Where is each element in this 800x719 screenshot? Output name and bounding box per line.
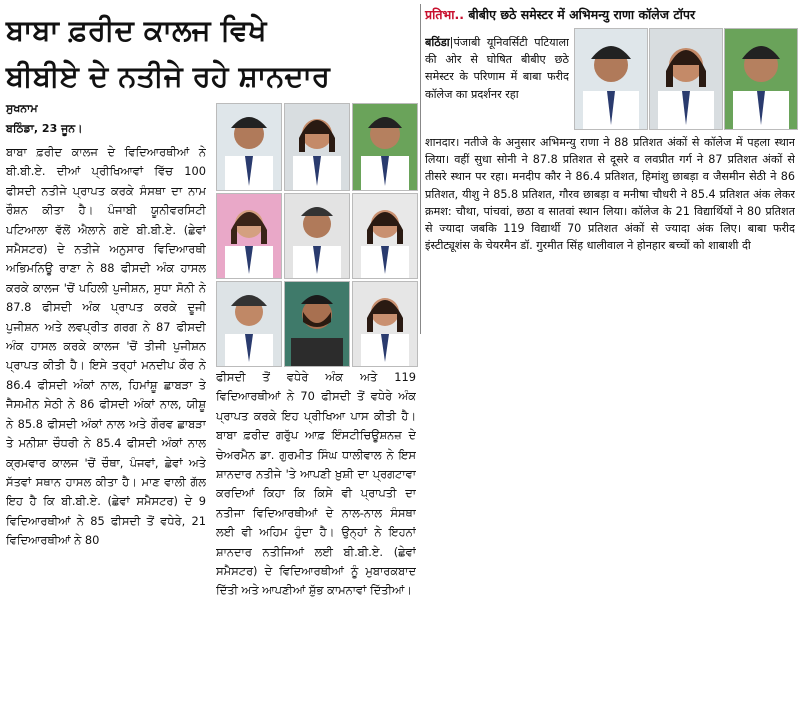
column-1-text: ਬਾਬਾ ਫ਼ਰੀਦ ਕਾਲਜ ਦੇ ਵਿਦਿਆਰਥੀਆਂ ਨੇ ਬੀ.ਬੀ.ਏ. ਦੀਆਂ ਪ੍ਰੀਖਿਆਵਾਂ ਵਿੱਚ 100 ਫੀਸਦੀ ਨਤੀਜੇ ਪ੍ਰਾਪਤ ਕਰਕੇ ਸੰਸਥਾ ਦਾ ਨਾਮ ਰੌਸ਼ਨ ਕੀਤਾ ਹੈ। ਪੰਜਾਬੀ ਯੂਨੀਵਰਸਿਟੀ ਪਟਿਆਲਾ ਵੱਲੋਂ ਐਲਾਨੇ ਗਏ ਬੀ.ਬੀ.ਏ. (ਛੇਵਾਂ ਸਮੈਸਟਰ) ਦੇ ਨਤੀਜੇ ਅਨੁਸਾਰ ਵਿਦਿਆਰਥੀ ਅਭਿਮਨਿਊ ਰਾਣਾ ਨੇ 88 ਫੀਸਦੀ ਅੰਕ ਹਾਸਲ ਕਰਕੇ ਕਾਲਜ 'ਚੋਂ ਪਹਿਲੀ ਪੁਜੀਸ਼ਨ, ਸੁਧਾ ਸੋਨੀ ਨੇ 87.8 ਫੀਸਦੀ ਅੰਕ ਪ੍ਰਾਪਤ ਕਰਕੇ ਦੂਜੀ ਪੁਜੀਸ਼ਨ ਅਤੇ ਲਵਪ੍ਰੀਤ ਗਰਗ ਨੇ 87 ਫੀਸਦੀ ਅੰਕ ਹਾਸਲ ਕਰਕੇ ਕਾਲਜ 'ਚੋਂ ਤੀਜੀ ਪੁਜੀਸ਼ਨ ਪ੍ਰਾਪਤ ਕੀਤੀ ਹੈ। ਇਸੇ ਤਰ੍ਹਾਂ ਮਨਦੀਪ ਕੌਰ ਨੇ 86.4 ਫੀਸਦੀ ਅੰਕਾਂ ਨਾਲ, ਹਿਮਾਂਸ਼ੂ ਛਾਬੜਾ ਤੇ ਜੈਸਮੀਨ ਸੇਠੀ ਨੇ 86 ਫੀਸਦੀ ਅੰਕਾਂ ਨਾਲ, ਯੀਸ਼ੂ ਨੇ 85.8 ਫੀਸਦੀ ਅੰਕਾਂ ਨਾਲ ਅਤੇ ਗੌਰਵ ਛਾਬੜਾ ਤੇ ਮਨੀਸ਼ਾ ਚੌਧਰੀ ਨੇ 85.4 ਫੀਸਦੀ ਅੰਕਾਂ ਨਾਲ ਕ੍ਰਮਵਾਰ ਕਾਲਜ 'ਚੋਂ ਚੌਥਾ, ਪੰਜਵਾਂ, ਛੇਵਾਂ ਅਤੇ ਸੱਤਵਾਂ ਸਥਾਨ ਹਾਸਲ ਕੀਤਾ ਹੈ। ਮਾਣ ਵਾਲੀ ਗੱਲ ਇਹ ਹੈ ਕਿ ਬੀ.ਬੀ.ਏ. (ਛੇਵਾਂ ਸਮੈਸਟਰ) ਦੇ 9 ਵਿਦਿਆਰਥੀਆਂ ਨੇ 85 ਫੀਸਦੀ ਤੋਂ ਵਧੇਰੇ, 21 ਵਿਦਿਆਰਥੀਆਂ ਨੇ 80 (6, 145, 206, 548)
headline-line-1: ਬਾਬਾ ਫ਼ਰੀਦ ਕਾਲਜ ਵਿਖੇ (6, 13, 267, 47)
kicker-line (425, 6, 795, 23)
student-photo (574, 28, 648, 130)
article-column-1 (6, 143, 206, 717)
kicker-text: बीबीए छठे समेस्टर में अभिमन्यु राणा कॉलेज टॉपर (468, 7, 696, 22)
student-photo (649, 28, 723, 130)
column-divider (420, 4, 421, 334)
topper-photos (574, 28, 796, 128)
student-photo (352, 103, 418, 191)
intro-text-block: बठिंडा|पंजाबी यूनिवर्सिटी पटियाला की ओर से घोषित बीबीए छठे समेस्टर के परिणाम में बाबा फरीद कॉलेज का प्रदर्शनर रहा (425, 36, 569, 101)
kicker-label: प्रतिभा.. (425, 7, 464, 22)
byline-name: ਸੁਖਨਾਮ (6, 102, 38, 115)
student-photo (352, 193, 418, 279)
headline-line-2: ਬੀਬੀਏ ਦੇ ਨਤੀਜੇ ਰਹੇ ਸ਼ਾਨਦਾਰ (6, 59, 330, 93)
student-photo (284, 281, 350, 367)
student-photo (216, 281, 282, 367)
column-2-text: ਫੀਸਦੀ ਤੋਂ ਵਧੇਰੇ ਅੰਕ ਅਤੇ 119 ਵਿਦਿਆਰਥੀਆਂ ਨੇ 70 ਫੀਸਦੀ ਤੋਂ ਵਧੇਰੇ ਅੰਕ ਪ੍ਰਾਪਤ ਕਰਕੇ ਇਹ ਪ੍ਰੀਖਿਆ ਪਾਸ ਕੀਤੀ ਹੈ। ਬਾਬਾ ਫ਼ਰੀਦ ਗਰੁੱਪ ਆਫ਼ ਇੰਸਟੀਚਿਊਸ਼ਨਜ਼ ਦੇ ਚੇਅਰਮੈਨ ਡਾ. ਗੁਰਮੀਤ ਸਿੰਘ ਧਾਲੀਵਾਲ ਨੇ ਇਸ ਸ਼ਾਨਦਾਰ ਨਤੀਜੇ 'ਤੇ ਆਪਣੀ ਖ਼ੁਸ਼ੀ ਦਾ ਪ੍ਰਗਟਾਵਾ ਕਰਦਿਆਂ ਕਿਹਾ ਕਿ ਕਿਸੇ ਵੀ ਪ੍ਰਾਪਤੀ ਦਾ ਨਤੀਜਾ ਵਿਦਿਆਰਥੀਆਂ ਦੇ ਨਾਲ-ਨਾਲ ਸੰਸਥਾ ਲਈ ਵੀ ਅਹਿਮ ਹੁੰਦਾ ਹੈ। ਉਨ੍ਹਾਂ ਨੇ ਇਹਨਾਂ ਸ਼ਾਨਦਾਰ ਨਤੀਜਿਆਂ ਲਈ ਬੀ.ਬੀ.ਏ. (ਛੇਵਾਂ ਸਮੈਸਟਰ) ਦੇ ਵਿਦਿਆਰਥੀਆਂ ਨੂੰ ਮੁਬਾਰਕਬਾਦ ਦਿੱਤੀ ਅਤੇ ਆਪਣੀਆਂ ਸ਼ੁੱਭ ਕਾਮਨਾਵਾਂ ਦਿੱਤੀਆਂ। (216, 370, 416, 598)
student-photo (284, 193, 350, 279)
right-body-text: शानदार। नतीजे के अनुसार अभिमन्यु राणा ने 88 प्रतिशत अंकों से कॉलेज में पहला स्थान लिया। वहीं सुधा सोनी ने 87.8 प्रतिशत से दूसरे व लवप्रीत गर्ग ने 87 प्रतिशत अंकों से तीसरे स्थान पर रहा। मनदीप कौर ने 86.4 प्रतिशत, हिमांशु छाबड़ा व जैसमीन सेठी ने 86 प्रतिशत, यीशु ने 85.8 प्रतिशत, गौरव छाबड़ा व मनीषा चौधरी ने 85.4 प्रतिशत अंक लेकर क्रमश: चौथा, पांचवां, छठा व सातवां स्थान लिया। कॉलेज के 21 विद्यार्थियों ने 80 प्रतिशत से ज्यादा जबकि 119 विद्यार्थी 70 प्रतिशत अंकों से ज्यादा अंक लिए। बाबा फरीद इंस्टीट्यूशंस के चेयरमैन डॉ. गुरमीत सिंह धालीवाल ने होनहार बच्चों को शाबाशी दी (425, 136, 795, 253)
student-photo (724, 28, 798, 130)
student-photo (216, 193, 282, 279)
student-photo-collage (216, 103, 416, 365)
intro-text: पंजाबी यूनिवर्सिटी पटियाला की ओर से घोषित बीबीए छठे समेस्टर के परिणाम में बाबा फरीद कॉलेज का प्रदर्शनर रहा (425, 36, 569, 101)
student-photo (216, 103, 282, 191)
student-photo (284, 103, 350, 191)
student-photo (352, 281, 418, 367)
dateline: ਬਠਿੰਡਾ, 23 ਜੂਨ। (6, 122, 83, 135)
article-column-2 (216, 368, 416, 717)
right-article-body (425, 134, 795, 334)
intro-dateline: बठिंडा (425, 36, 450, 49)
